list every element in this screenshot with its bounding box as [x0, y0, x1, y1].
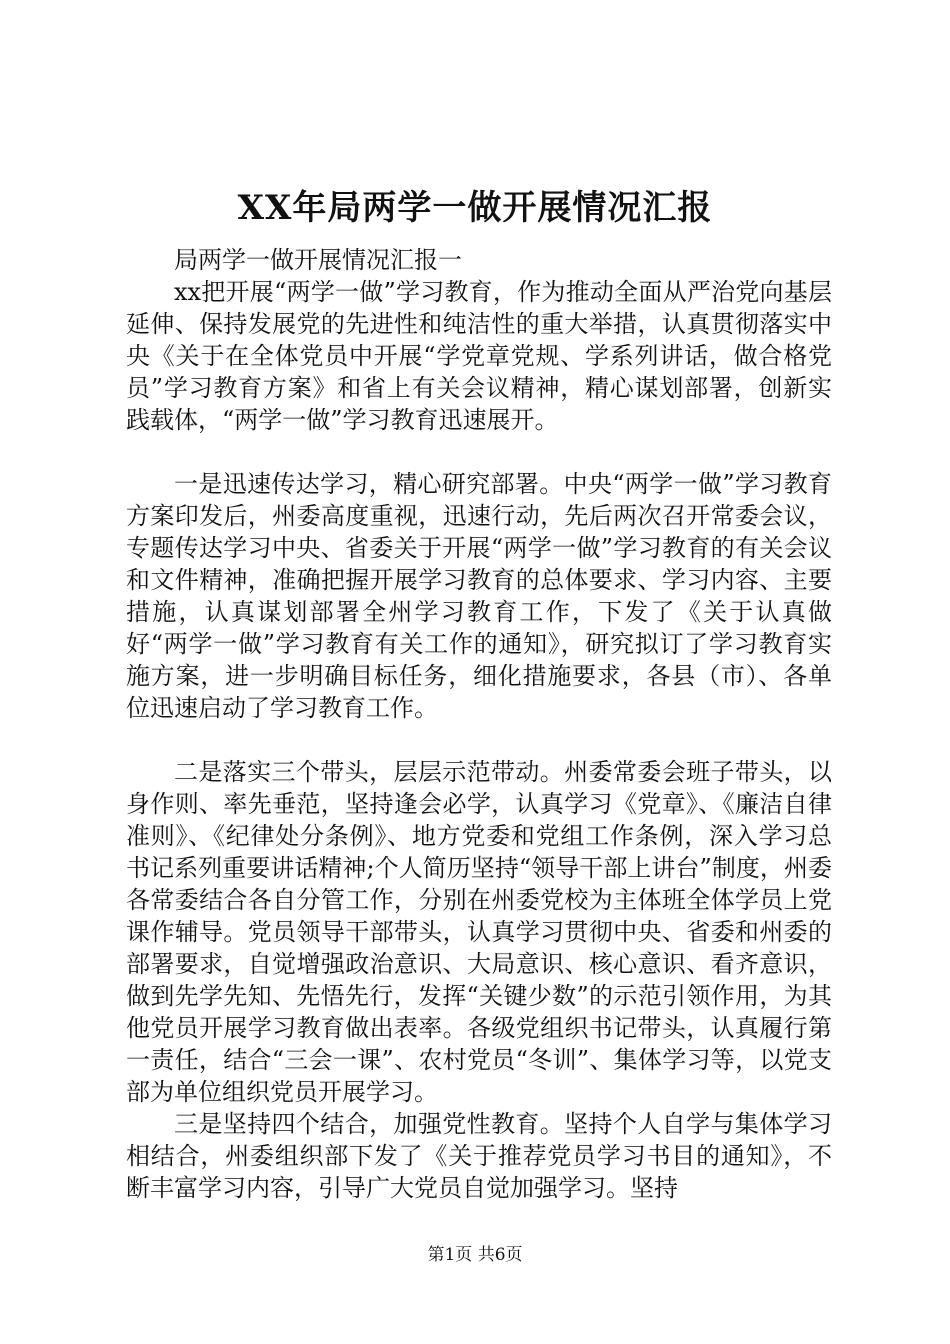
paragraph-point-two: 二是落实三个带头，层层示范带动。州委常委会班子带头，以身作则、率先垂范，坚持逢会必学，认真学习《党章》、《廉洁自律准则》、《纪律处分条例》、地方党委和党组工作条例，深入学习总书记系列重要讲话精神;个人简历坚持“领导干部上讲台”制度，州委各常委结合各自分管工作，分别在州委党校为主体班全体学员上党课作辅导。党员领导干部带头，认真学习贯彻中央、省委和州委的部署要求，自觉增强政治意识、大局意识、核心意识、看齐意识，做到先学先知、先悟先行，发挥“关键少数”的示范引领作用，为其他党员开展学习教育做出表率。各级党组织书记带头，认真履行第一责任，结合“三会一课”、农村党员“冬训”、集体学习等，以党支部为单位组织党员开展学习。	[126, 758, 832, 1106]
page-footer: 第1页 共6页	[427, 1245, 523, 1265]
intro-paragraph: xx把开展“两学一做”学习教育，作为推动全面从严治党向基层延伸、保持发展党的先进性和纯洁性的重大举措，认真贯彻落实中央《关于在全体党员中开展“学党章党规、学系列讲话，做合格党员”学习教育方案》和省上有关会议精神，精心谋划部署，创新实践载体，“两学一做”学习教育迅速展开。	[126, 278, 832, 434]
subtitle-paragraph: 局两学一做开展情况汇报一	[174, 246, 462, 274]
document-title: XX年局两学一做开展情况汇报	[237, 188, 713, 228]
paragraph-point-one: 一是迅速传达学习，精心研究部署。中央“两学一做”学习教育方案印发后，州委高度重视，迅速行动，先后两次召开常委会议，专题传达学习中央、省委关于开展“两学一做”学习教育的有关会议和文件精神，准确把握开展学习教育的总体要求、学习内容、主要措施，认真谋划部署全州学习教育工作，下发了《关于认真做好“两学一做”学习教育有关工作的通知》，研究拟订了学习教育实施方案，进一步明确目标任务，细化措施要求，各县（市）、各单位迅速启动了学习教育工作。	[126, 470, 832, 722]
paragraph-point-three: 三是坚持四个结合，加强党性教育。坚持个人自学与集体学习相结合，州委组织部下发了《关于推荐党员学习书目的通知》，不断丰富学习内容，引导广大党员自觉加强学习。坚持	[126, 1110, 832, 1202]
document-body	[126, 244, 832, 1204]
